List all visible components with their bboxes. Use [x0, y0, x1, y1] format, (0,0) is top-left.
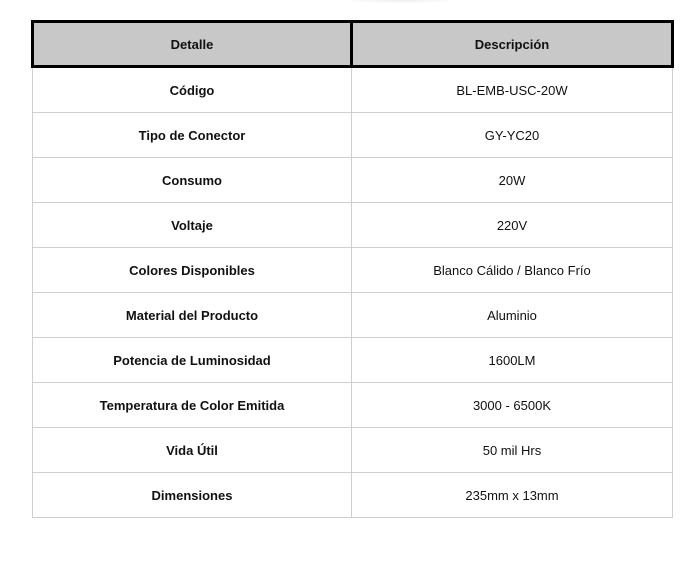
table-row	[33, 158, 673, 203]
row-value: 20W	[352, 158, 673, 203]
row-value: 3000 - 6500K	[352, 383, 673, 428]
table-row	[33, 338, 673, 383]
row-label: Potencia de Luminosidad	[33, 338, 352, 383]
table-row	[33, 383, 673, 428]
top-shadow-decoration	[340, 0, 460, 4]
row-value: 235mm x 13mm	[352, 473, 673, 518]
row-label: Material del Producto	[33, 293, 352, 338]
row-label: Consumo	[33, 158, 352, 203]
row-label: Código	[33, 67, 352, 113]
table-row	[33, 293, 673, 338]
header-descripcion: Descripción	[352, 22, 673, 67]
header-row	[33, 22, 673, 67]
table-row	[33, 473, 673, 518]
row-label: Tipo de Conector	[33, 113, 352, 158]
table-row	[33, 203, 673, 248]
table-row	[33, 428, 673, 473]
row-label: Dimensiones	[33, 473, 352, 518]
row-label: Voltaje	[33, 203, 352, 248]
row-value: 50 mil Hrs	[352, 428, 673, 473]
row-label: Colores Disponibles	[33, 248, 352, 293]
row-value: 220V	[352, 203, 673, 248]
spec-table	[31, 20, 674, 518]
row-value: GY-YC20	[352, 113, 673, 158]
row-label: Temperatura de Color Emitida	[33, 383, 352, 428]
row-value: 1600LM	[352, 338, 673, 383]
header-detalle: Detalle	[33, 22, 352, 67]
row-value: Blanco Cálido / Blanco Frío	[352, 248, 673, 293]
row-label: Vida Útil	[33, 428, 352, 473]
row-value: Aluminio	[352, 293, 673, 338]
table-row	[33, 248, 673, 293]
table-row	[33, 67, 673, 113]
row-value: BL-EMB-USC-20W	[352, 67, 673, 113]
table-row	[33, 113, 673, 158]
